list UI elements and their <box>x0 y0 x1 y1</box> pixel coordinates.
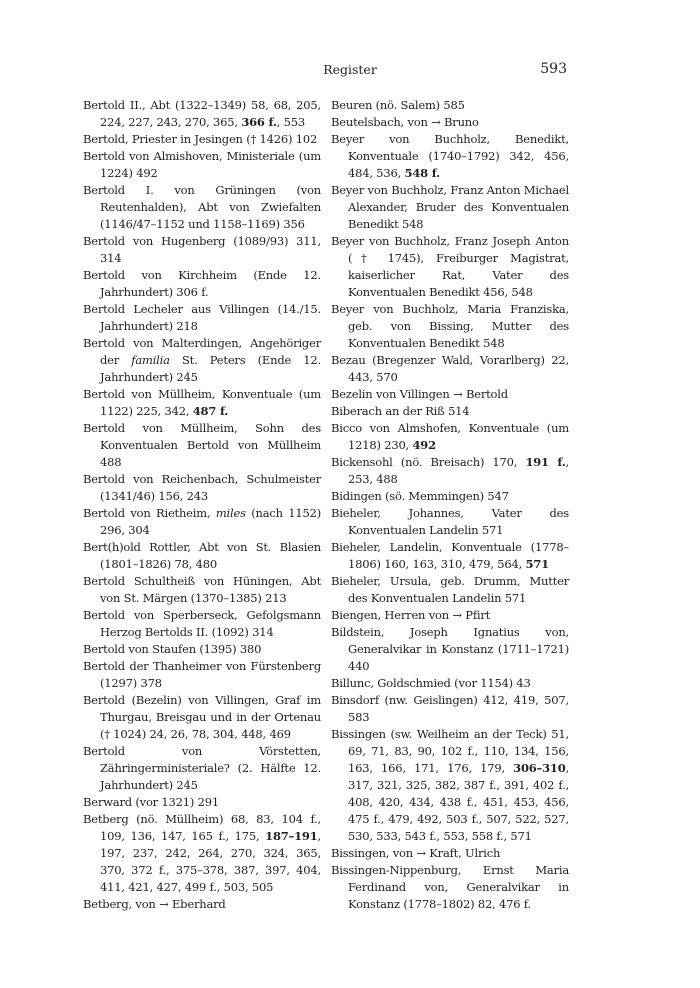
index-entry <box>331 131 569 182</box>
index-entry-text: Betberg, von → Eberhard <box>83 897 226 911</box>
index-entry <box>331 726 569 845</box>
index-entry-text: 187–191 <box>265 829 318 843</box>
index-entry-text: Beyer von Buchholz, Maria Franziska, geb. von Bissing, Mutter des Konventualen Benedikt 548 <box>331 302 569 350</box>
index-entry <box>331 454 569 488</box>
index-entry-text: Bezelin von Villingen → Bertold <box>331 387 508 401</box>
index-entry-text: Bertold der Thanheimer von Fürstenberg (1297) 378 <box>83 659 321 690</box>
index-entry-text: , 253, 488 <box>348 455 569 486</box>
index-entry-text: Biengen, Herren von → Pfirt <box>331 608 491 622</box>
index-entry-text: Bertold von Vörstetten, Zähringerministeriale? (2. Hälfte 12. Jahrhundert) 245 <box>83 744 321 792</box>
index-entry <box>331 607 569 624</box>
index-entry-text: Binsdorf (nw. Geislingen) 412, 419, 507, 583 <box>331 693 569 724</box>
running-head-title: Register <box>323 62 377 77</box>
index-entry-text: miles <box>215 506 246 520</box>
index-entry-text: Bertold von Müllheim, Sohn des Konventualen Bertold von Müllheim 488 <box>83 421 321 469</box>
index-entry-text: Bertold (Bezelin) von Villingen, Graf im Thurgau, Breisgau und in der Ortenau († 1024) 24, 26, 78, 304, 448, 469 <box>83 693 321 741</box>
index-entry-text: Bicco von Almshofen, Konventuale (um 1218) 230, <box>331 421 569 452</box>
index-entry <box>83 97 321 131</box>
index-entry-text: 191 f. <box>525 455 566 469</box>
index-entry-text: , 197, 237, 242, 264, 270, 324, 365, 370, 372 f., 375–378, 387, 397, 404, 411, 421, 427, 499 f., 503, 505 <box>100 829 321 894</box>
index-entry-text: Bezau (Bregenzer Wald, Vorarlberg) 22, 443, 570 <box>331 353 569 384</box>
index-column-right <box>331 97 569 913</box>
index-entry <box>331 403 569 420</box>
index-entry <box>83 794 321 811</box>
index-entry-text: Bissingen, von → Kraft, Ulrich <box>331 846 501 860</box>
index-entry-text: , 317, 321, 325, 382, 387 f., 391, 402 f., 408, 420, 434, 438 f., 451, 453, 456, 475 f., 479, 492, 503 f., 507, 522, 527, 530, 533, 543 f., 553, 558 f., 571 <box>348 761 569 843</box>
index-entry-text: Bissingen-Nippenburg, Ernst Maria Ferdinand von, Generalvikar in Konstanz (1778–1802) 82, 476 f. <box>331 863 569 911</box>
index-entry-text: Bertold von Staufen (1395) 380 <box>83 642 262 656</box>
index-entry-text: Beuren (nö. Salem) 585 <box>331 98 465 112</box>
index-entry <box>331 352 569 386</box>
index-entry-text: Bertold von Hugenberg (1089/93) 311, 314 <box>83 234 321 265</box>
index-entry <box>83 811 321 896</box>
index-entry <box>83 335 321 386</box>
index-entry <box>83 743 321 794</box>
index-entry <box>331 845 569 862</box>
index-entry <box>331 386 569 403</box>
page-number: 593 <box>540 61 567 77</box>
index-entry <box>331 233 569 301</box>
index-entry-text: 487 f. <box>192 404 229 418</box>
index-entry-text: Bertold von Sperberseck, Gefolgsmann Herzog Bertolds II. (1092) 314 <box>83 608 321 639</box>
index-entry-text: , 553 <box>276 115 305 129</box>
index-entry-text: Bertold I. von Grüningen (von Reutenhalden), Abt von Zwiefalten (1146/47–1152 und 1158–1169) 356 <box>83 183 321 231</box>
index-entry <box>331 301 569 352</box>
index-entry <box>83 131 321 148</box>
index-entry-text: Billunc, Goldschmied (vor 1154) 43 <box>331 676 531 690</box>
index-entry <box>83 148 321 182</box>
index-entry <box>83 658 321 692</box>
index-entry <box>331 488 569 505</box>
index-entry <box>83 386 321 420</box>
index-entry <box>331 675 569 692</box>
index-entry <box>331 624 569 675</box>
index-entry-text: Bertold von Reichenbach, Schulmeister (1341/46) 156, 243 <box>83 472 321 503</box>
index-entry <box>83 182 321 233</box>
index-entry <box>83 607 321 641</box>
index-entry <box>331 505 569 539</box>
index-entry-text: 492 <box>412 438 436 452</box>
index-entry <box>83 641 321 658</box>
index-entry <box>83 267 321 301</box>
index-entry-text: Bertold, Priester in Jesingen († 1426) 102 <box>83 132 318 146</box>
index-entry-text: Bissingen (sw. Weilheim an der Teck) 51, 69, 71, 83, 90, 102 f., 110, 134, 156, 163, 166, 171, 176, 179, <box>331 727 569 775</box>
index-entry-text: Bertold Lecheler aus Villingen (14./15. Jahrhundert) 218 <box>83 302 321 333</box>
index-entry <box>83 573 321 607</box>
index-entry-text: Bertold von Rietheim, <box>83 506 216 520</box>
index-entry-text: Bertold von Almishoven, Ministeriale (um 1224) 492 <box>83 149 321 180</box>
index-entry-text: Betberg (nö. Müllheim) 68, 83, 104 f., 109, 136, 147, 165 f., 175, <box>83 812 321 843</box>
index-entry-text: Bieheler, Landelin, Konventuale (1778–1806) 160, 163, 310, 479, 564, <box>331 540 569 571</box>
index-entry-text: Beyer von Buchholz, Franz Joseph Anton († 1745), Freiburger Magistrat, kaiserlicher Rat, Vater des Konventualen Benedikt 456, 548 <box>331 234 569 299</box>
index-entry <box>331 573 569 607</box>
index-entry <box>331 420 569 454</box>
index-entry <box>331 97 569 114</box>
index-entry <box>83 505 321 539</box>
index-entry-text: Bert(h)old Rottler, Abt von St. Blasien (1801–1826) 78, 480 <box>83 540 321 571</box>
index-entry-text: Bidingen (sö. Memmingen) 547 <box>331 489 509 503</box>
index-entry-text: Biberach an der Riß 514 <box>331 404 470 418</box>
index-entry-text: Bertold von Müllheim, Konventuale (um 1122) 225, 342, <box>83 387 321 418</box>
index-entry-text: Beutelsbach, von → Bruno <box>331 115 479 129</box>
index-entry-text: Bertold II., Abt (1322–1349) 58, 68, 205, 224, 227, 243, 270, 365, <box>83 98 321 129</box>
index-entry <box>331 182 569 233</box>
index-entry-text: 571 <box>525 557 549 571</box>
index-entry-text: Bertold von Kirchheim (Ende 12. Jahrhundert) 306 f. <box>83 268 321 299</box>
index-column-left <box>83 97 321 913</box>
index-entry-text: Berward (vor 1321) 291 <box>83 795 219 809</box>
index-entry <box>331 114 569 131</box>
index-entry-text: Bertold Schultheiß von Hüningen, Abt von St. Märgen (1370–1385) 213 <box>83 574 321 605</box>
index-entry <box>83 471 321 505</box>
index-entry <box>83 301 321 335</box>
index-entry-text: 366 f. <box>241 115 277 129</box>
index-entry-text: Beyer von Buchholz, Franz Anton Michael Alexander, Bruder des Konventualen Benedikt 548 <box>331 183 569 231</box>
index-entry-text: Beyer von Buchholz, Benedikt, Konventuale (1740–1792) 342, 456, 484, 536, <box>331 132 569 180</box>
index-entry-text: Bickensohl (nö. Breisach) 170, <box>331 455 526 469</box>
index-entry-text: Bildstein, Joseph Ignatius von, Generalvikar in Konstanz (1711–1721) 440 <box>331 625 569 673</box>
index-entry-text: familia <box>131 353 170 367</box>
index-entry-text: (nach 1152) 296, 304 <box>100 506 321 537</box>
index-entry <box>331 692 569 726</box>
index-entry <box>331 862 569 913</box>
index-entry-text: St. Peters (Ende 12. Jahrhundert) 245 <box>100 353 321 384</box>
index-entry <box>83 539 321 573</box>
index-entry-text: Bertold von Malterdingen, Angehöriger der <box>83 336 321 367</box>
index-entry <box>83 896 321 913</box>
running-head <box>0 62 700 82</box>
index-entry-text: 306–310 <box>513 761 566 775</box>
index-entry <box>83 233 321 267</box>
index-entry <box>83 420 321 471</box>
index-entry <box>331 539 569 573</box>
index-entry <box>83 692 321 743</box>
index-entry-text: 548 f. <box>404 166 440 180</box>
index-entry-text: Bieheler, Ursula, geb. Drumm, Mutter des Konventualen Landelin 571 <box>331 574 569 605</box>
index-entry-text: Bieheler, Johannes, Vater des Konventualen Landelin 571 <box>331 506 569 537</box>
